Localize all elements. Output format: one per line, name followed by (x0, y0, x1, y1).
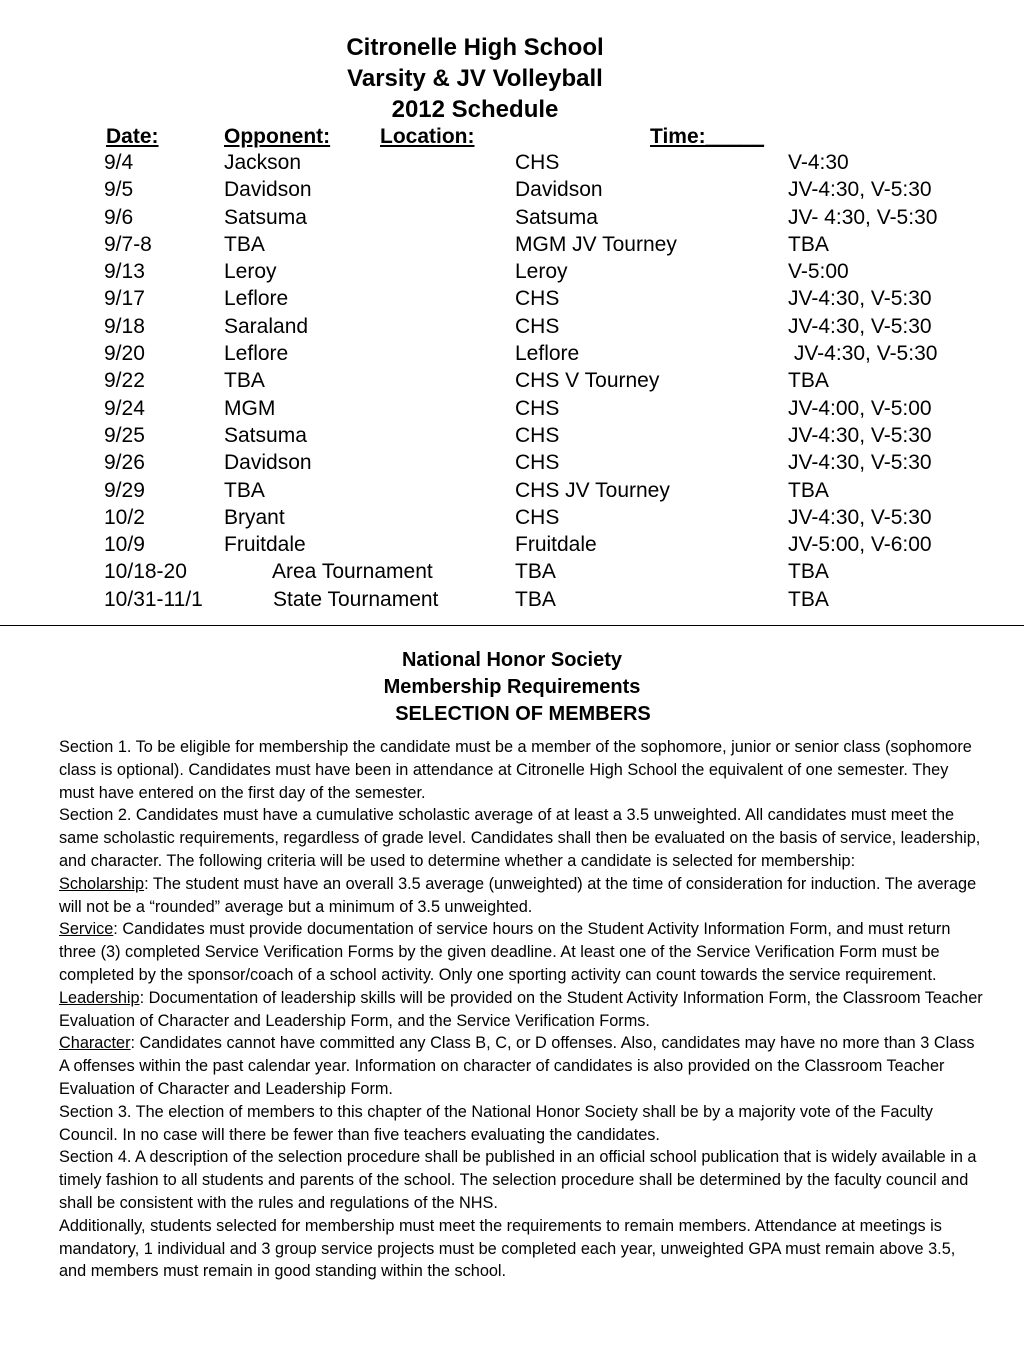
schedule-location: Davidson (515, 178, 603, 202)
schedule-row (0, 558, 1024, 585)
schedule-date: 10/9 (104, 533, 145, 557)
schedule-row (0, 504, 1024, 531)
schedule-location: CHS JV Tourney (515, 478, 670, 502)
schedule-location: CHS (515, 287, 560, 311)
schedule-time: JV-4:30, V-5:30 (788, 287, 932, 311)
schedule-location: Fruitdale (515, 533, 597, 557)
column-header-time: Time:_____ (650, 125, 765, 148)
schedule-date: 9/7-8 (104, 232, 152, 256)
schedule-location: CHS (515, 423, 560, 447)
schedule-date: 10/2 (104, 505, 145, 529)
schedule-time: JV-4:30, V-5:30 (788, 451, 932, 475)
schedule-row (0, 395, 1024, 422)
schedule-row (0, 340, 1024, 367)
schedule-opponent: Davidson (224, 451, 312, 475)
additional-paragraph: Additionally, students selected for membership must meet the requirements to remain members. Attendance at meetings is mandatory, 1 individual and 3 group service projects must be completed each year, unweighted GPA must remain above 3.5, and members must remain in good standing within the school. (59, 1216, 956, 1281)
schedule-opponent: Leroy (224, 260, 277, 284)
schedule-date: 9/26 (104, 451, 145, 475)
schedule-row (0, 449, 1024, 476)
column-header-opponent: Opponent: (224, 125, 331, 148)
column-header-location: Location: (380, 125, 475, 148)
schedule-row (0, 531, 1024, 558)
nhs-requirements-text (59, 736, 984, 1283)
schedule-opponent: MGM (224, 396, 276, 420)
schedule-row (0, 586, 1024, 613)
schedule-row (0, 422, 1024, 449)
team-name: Varsity & JV Volleyball (347, 65, 603, 92)
schedule-row (0, 204, 1024, 231)
schedule-date: 9/17 (104, 287, 145, 311)
schedule-time: JV- 4:30, V-5:30 (788, 205, 938, 229)
service-text: : Candidates must provide documentation of service hours on the Student Activity Information Form, and must return three (3) completed Service Verification Forms by the given deadline. At least one of the Service Verification Form must be completed by the sponsor/coach of a school activity. Only one sporting activity can count towards the service requirement. (59, 920, 951, 984)
schedule-time: JV-5:00, V-6:00 (788, 533, 932, 557)
schedule-date: 9/4 (104, 151, 134, 174)
nhs-heading (0, 647, 1024, 728)
section-divider (0, 625, 1024, 626)
schedule-opponent: Area Tournament (272, 560, 433, 584)
schedule-year: 2012 Schedule (391, 96, 559, 123)
service-label: Service (59, 920, 114, 939)
schedule-location: Leflore (515, 342, 580, 366)
character-text: : Candidates cannot have committed any Class B, C, or D offenses. Also, candidates may have no more than 3 Class A offenses within the past calendar year. Information on character of candidates is also provided on the Classroom Teacher Evaluation of Character and Leadership Form. (59, 1034, 975, 1098)
leadership-text: : Documentation of leadership skills will be provided on the Student Activity Information Form, the Classroom Teacher Evaluation of Character and Leadership Form, and the Service Verification Forms. (59, 988, 983, 1030)
schedule-time: TBA (788, 369, 829, 393)
schedule-row (0, 258, 1024, 285)
schedule-location: CHS (515, 314, 560, 338)
schedule-location: CHS (515, 396, 560, 420)
schedule-time: JV-4:00, V-5:00 (788, 396, 932, 420)
schedule-date: 9/20 (104, 342, 145, 366)
schedule-time: JV-4:30, V-5:30 (788, 505, 932, 529)
leadership-paragraph (59, 987, 984, 1033)
schedule-row (0, 477, 1024, 504)
schedule-opponent: TBA (224, 232, 265, 256)
column-header-date: Date: (106, 125, 159, 148)
schedule-date: 9/22 (104, 369, 145, 393)
schedule-opponent: State Tournament (273, 587, 439, 611)
schedule-date: 9/5 (104, 178, 134, 202)
schedule-row (0, 176, 1024, 203)
scholarship-paragraph (59, 873, 984, 919)
schedule-date: 9/25 (104, 423, 145, 447)
schedule-location: TBA (515, 587, 556, 611)
school-name: Citronelle High School (346, 34, 604, 61)
schedule-opponent: Davidson (224, 178, 312, 202)
schedule-opponent: Jackson (224, 151, 302, 174)
schedule-time: JV-4:30, V-5:30 (788, 314, 932, 338)
schedule-row (0, 149, 1024, 176)
schedule-date: 9/24 (104, 396, 145, 420)
character-label: Character (59, 1034, 131, 1053)
schedule-title (0, 32, 950, 125)
schedule-time: TBA (788, 587, 829, 611)
schedule-location: CHS V Tourney (515, 369, 660, 393)
schedule-row (0, 367, 1024, 394)
section-1-paragraph: Section 1. To be eligible for membership the candidate must be a member of the sophomore, junior or senior class (sophomore class is optional). Candidates must have been in attendance at Citronelle High School the equivalent of one semester. They must have entered on the first day of the semester. (59, 738, 972, 802)
schedule-location: CHS (515, 151, 560, 174)
schedule-row (0, 285, 1024, 312)
schedule-date: 9/29 (104, 478, 145, 502)
schedule-time: TBA (788, 478, 829, 502)
schedule-opponent: TBA (224, 478, 265, 502)
schedule-opponent: Leflore (224, 342, 289, 366)
schedule-row (0, 313, 1024, 340)
schedule-date: 9/6 (104, 205, 134, 229)
character-paragraph (59, 1032, 984, 1100)
schedule-date: 9/13 (104, 260, 145, 284)
schedule-date: 10/18-20 (104, 560, 187, 584)
schedule-opponent: Satsuma (224, 423, 307, 447)
schedule-opponent: Satsuma (224, 205, 307, 229)
schedule-time: V-5:00 (788, 260, 849, 284)
schedule-time: TBA (788, 232, 829, 256)
service-paragraph (59, 918, 984, 986)
nhs-subtitle: Membership Requirements (383, 676, 641, 698)
scholarship-label: Scholarship (59, 874, 145, 893)
schedule-location: TBA (515, 560, 556, 584)
section-4-paragraph: Section 4. A description of the selection procedure shall be published in an official school publication that is widely available in a timely fashion to all students and parents of the school. The selection procedure shall be determined by the faculty council and shall be consistent with the rules and regulations of the NHS. (59, 1148, 977, 1212)
schedule-date: 10/31-11/1 (104, 587, 203, 611)
schedule-time: JV-4:30, V-5:30 (788, 342, 938, 366)
nhs-selection-heading: SELECTION OF MEMBERS (395, 703, 651, 725)
schedule-opponent: Fruitdale (224, 533, 306, 557)
scholarship-text: : The student must have an overall 3.5 average (unweighted) at the time of consideration for induction. The average will not be a “rounded” average but a minimum of 3.5 unweighted. (59, 874, 977, 916)
schedule-date: 9/18 (104, 314, 145, 338)
schedule-time: JV-4:30, V-5:30 (788, 178, 932, 202)
leadership-label: Leadership (59, 988, 140, 1007)
nhs-title: National Honor Society (401, 649, 623, 671)
schedule-table (0, 149, 1024, 613)
schedule-time: JV-4:30, V-5:30 (788, 423, 932, 447)
schedule-opponent: Bryant (224, 505, 285, 529)
section-3-paragraph: Section 3. The election of members to this chapter of the National Honor Society shall be by a majority vote of the Faculty Council. In no case will there be fewer than five teachers evaluating the candidates. (59, 1102, 933, 1144)
schedule-time: TBA (788, 560, 829, 584)
schedule-row (0, 231, 1024, 258)
schedule-opponent: Saraland (224, 314, 309, 338)
schedule-opponent: TBA (224, 369, 265, 393)
schedule-time: V-4:30 (788, 151, 849, 174)
schedule-opponent: Leflore (224, 287, 289, 311)
schedule-location: MGM JV Tourney (515, 232, 677, 256)
schedule-location: Leroy (515, 260, 568, 284)
section-2-paragraph: Section 2. Candidates must have a cumulative scholastic average of at least a 3.5 unweighted. All candidates must meet the same scholastic requirements, regardless of grade level. Candidates shall then be evaluated on the basis of service, leadership, and character. The following criteria will be used to determine whether a candidate is selected for membership: (59, 806, 981, 870)
schedule-location: CHS (515, 451, 560, 475)
schedule-location: CHS (515, 505, 560, 529)
schedule-location: Satsuma (515, 205, 598, 229)
